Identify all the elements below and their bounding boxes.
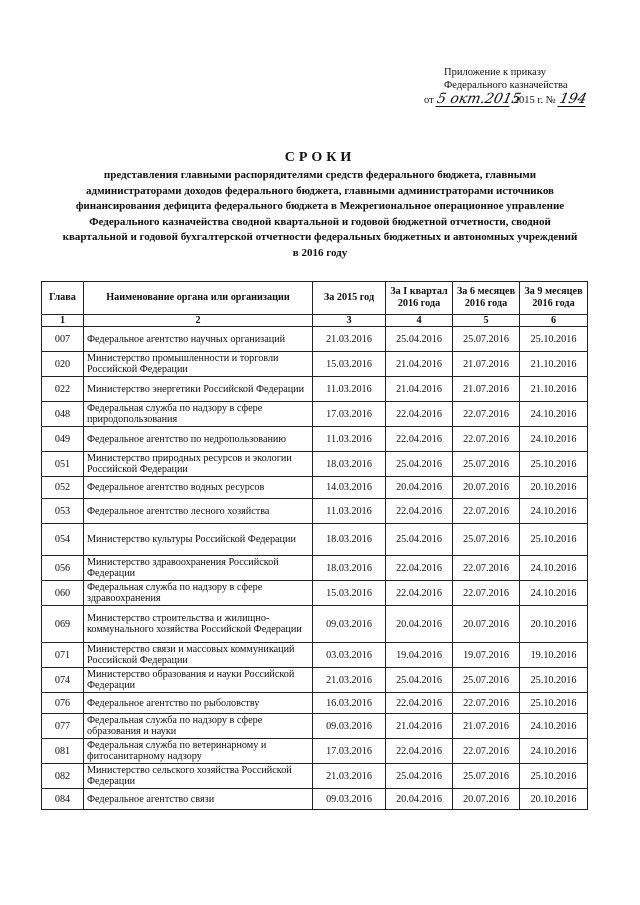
organization-name-cell: Министерство культуры Российской Федерации bbox=[84, 524, 313, 556]
table-row bbox=[42, 789, 588, 810]
table-row bbox=[42, 477, 588, 499]
chapter-code-cell: 074 bbox=[42, 668, 84, 693]
deadline-9-months-cell: 21.10.2016 bbox=[520, 377, 588, 402]
table-row bbox=[42, 452, 588, 477]
deadline-9-months-cell: 24.10.2016 bbox=[520, 427, 588, 452]
deadline-q1-cell: 22.04.2016 bbox=[386, 427, 453, 452]
chapter-code-cell: 077 bbox=[42, 714, 84, 739]
deadline-2015-cell: 17.03.2016 bbox=[313, 739, 386, 764]
column-index: 6 bbox=[520, 315, 588, 327]
organization-name-cell: Федеральная служба по надзору в сфере здравоохранения bbox=[84, 581, 313, 606]
chapter-code-cell: 051 bbox=[42, 452, 84, 477]
deadline-2015-cell: 09.03.2016 bbox=[313, 789, 386, 810]
table-row bbox=[42, 739, 588, 764]
deadline-q1-cell: 22.04.2016 bbox=[386, 402, 453, 427]
organization-name-cell: Федеральное агентство по рыболовству bbox=[84, 693, 313, 714]
organization-name-cell: Министерство образования и науки Российской Федерации bbox=[84, 668, 313, 693]
organization-name-cell: Министерство строительства и жилищно-коммунального хозяйства Российской Федерации bbox=[84, 606, 313, 643]
deadline-q1-cell: 21.04.2016 bbox=[386, 352, 453, 377]
deadline-6-months-cell: 21.07.2016 bbox=[453, 377, 520, 402]
appendix-line-1: Приложение к приказу bbox=[444, 67, 546, 78]
header-q1: За I квартал 2016 года bbox=[386, 282, 453, 315]
chapter-code-cell: 076 bbox=[42, 693, 84, 714]
deadline-6-months-cell: 25.07.2016 bbox=[453, 327, 520, 352]
deadline-q1-cell: 22.04.2016 bbox=[386, 499, 453, 524]
deadline-2015-cell: 03.03.2016 bbox=[313, 643, 386, 668]
column-index: 2 bbox=[84, 315, 313, 327]
handwritten-order-number: 194 bbox=[557, 91, 588, 107]
deadline-2015-cell: 18.03.2016 bbox=[313, 524, 386, 556]
deadline-2015-cell: 15.03.2016 bbox=[313, 352, 386, 377]
deadline-9-months-cell: 25.10.2016 bbox=[520, 764, 588, 789]
column-index: 4 bbox=[386, 315, 453, 327]
chapter-code-cell: 049 bbox=[42, 427, 84, 452]
table-row bbox=[42, 524, 588, 556]
header-organization: Наименование органа или организации bbox=[84, 282, 313, 315]
chapter-code-cell: 082 bbox=[42, 764, 84, 789]
deadline-9-months-cell: 25.10.2016 bbox=[520, 524, 588, 556]
appendix-line-2: Федерального казначейства bbox=[444, 80, 568, 91]
from-label: от bbox=[424, 95, 434, 106]
chapter-code-cell: 022 bbox=[42, 377, 84, 402]
chapter-code-cell: 056 bbox=[42, 556, 84, 581]
column-index: 3 bbox=[313, 315, 386, 327]
deadline-6-months-cell: 25.07.2016 bbox=[453, 452, 520, 477]
chapter-code-cell: 069 bbox=[42, 606, 84, 643]
table-row bbox=[42, 327, 588, 352]
deadline-6-months-cell: 21.07.2016 bbox=[453, 352, 520, 377]
deadline-9-months-cell: 25.10.2016 bbox=[520, 452, 588, 477]
column-index: 5 bbox=[453, 315, 520, 327]
deadline-9-months-cell: 20.10.2016 bbox=[520, 606, 588, 643]
chapter-code-cell: 081 bbox=[42, 739, 84, 764]
deadline-9-months-cell: 24.10.2016 bbox=[520, 556, 588, 581]
chapter-code-cell: 054 bbox=[42, 524, 84, 556]
organization-name-cell: Федеральная служба по надзору в сфере образования и науки bbox=[84, 714, 313, 739]
deadline-2015-cell: 09.03.2016 bbox=[313, 606, 386, 643]
header-2015: За 2015 год bbox=[313, 282, 386, 315]
table-row bbox=[42, 764, 588, 789]
deadline-9-months-cell: 24.10.2016 bbox=[520, 581, 588, 606]
deadline-2015-cell: 09.03.2016 bbox=[313, 714, 386, 739]
deadline-q1-cell: 22.04.2016 bbox=[386, 739, 453, 764]
table-row bbox=[42, 693, 588, 714]
header-chapter: Глава bbox=[42, 282, 84, 315]
deadline-6-months-cell: 20.07.2016 bbox=[453, 477, 520, 499]
deadline-9-months-cell: 24.10.2016 bbox=[520, 739, 588, 764]
deadline-q1-cell: 22.04.2016 bbox=[386, 693, 453, 714]
table-row bbox=[42, 581, 588, 606]
deadline-6-months-cell: 20.07.2016 bbox=[453, 606, 520, 643]
chapter-code-cell: 053 bbox=[42, 499, 84, 524]
deadline-6-months-cell: 22.07.2016 bbox=[453, 693, 520, 714]
deadlines-table bbox=[41, 281, 588, 810]
deadline-2015-cell: 18.03.2016 bbox=[313, 556, 386, 581]
deadline-6-months-cell: 22.07.2016 bbox=[453, 581, 520, 606]
deadline-6-months-cell: 22.07.2016 bbox=[453, 499, 520, 524]
table-row bbox=[42, 427, 588, 452]
deadline-9-months-cell: 21.10.2016 bbox=[520, 352, 588, 377]
document-title: СРОКИ bbox=[284, 150, 356, 165]
organization-name-cell: Министерство сельского хозяйства Российской Федерации bbox=[84, 764, 313, 789]
deadline-2015-cell: 18.03.2016 bbox=[313, 452, 386, 477]
deadline-2015-cell: 17.03.2016 bbox=[313, 402, 386, 427]
deadline-9-months-cell: 24.10.2016 bbox=[520, 499, 588, 524]
organization-name-cell: Министерство связи и массовых коммуникаций Российской Федерации bbox=[84, 643, 313, 668]
organization-name-cell: Федеральная служба по ветеринарному и фитосанитарному надзору bbox=[84, 739, 313, 764]
table-row bbox=[42, 643, 588, 668]
deadline-6-months-cell: 22.07.2016 bbox=[453, 402, 520, 427]
deadline-6-months-cell: 22.07.2016 bbox=[453, 427, 520, 452]
deadline-2015-cell: 21.03.2016 bbox=[313, 327, 386, 352]
deadline-q1-cell: 21.04.2016 bbox=[386, 377, 453, 402]
organization-name-cell: Федеральное агентство научных организаций bbox=[84, 327, 313, 352]
header-6-months: За 6 месяцев 2016 года bbox=[453, 282, 520, 315]
column-index: 1 bbox=[42, 315, 84, 327]
table-row bbox=[42, 714, 588, 739]
organization-name-cell: Министерство энергетики Российской Федерации bbox=[84, 377, 313, 402]
deadline-6-months-cell: 22.07.2016 bbox=[453, 739, 520, 764]
deadline-2015-cell: 11.03.2016 bbox=[313, 377, 386, 402]
header-9-months: За 9 месяцев 2016 года bbox=[520, 282, 588, 315]
deadline-2015-cell: 11.03.2016 bbox=[313, 499, 386, 524]
deadline-2015-cell: 21.03.2016 bbox=[313, 764, 386, 789]
table-row bbox=[42, 402, 588, 427]
deadline-2015-cell: 11.03.2016 bbox=[313, 427, 386, 452]
deadline-q1-cell: 19.04.2016 bbox=[386, 643, 453, 668]
chapter-code-cell: 071 bbox=[42, 643, 84, 668]
deadline-6-months-cell: 25.07.2016 bbox=[453, 668, 520, 693]
table-header-row bbox=[42, 282, 588, 315]
organization-name-cell: Министерство промышленности и торговли Российской Федерации bbox=[84, 352, 313, 377]
organization-name-cell: Федеральное агентство связи bbox=[84, 789, 313, 810]
chapter-code-cell: 084 bbox=[42, 789, 84, 810]
deadline-q1-cell: 22.04.2016 bbox=[386, 581, 453, 606]
deadline-q1-cell: 25.04.2016 bbox=[386, 668, 453, 693]
deadline-q1-cell: 25.04.2016 bbox=[386, 327, 453, 352]
deadline-9-months-cell: 25.10.2016 bbox=[520, 668, 588, 693]
table-row bbox=[42, 352, 588, 377]
table-row bbox=[42, 556, 588, 581]
deadline-6-months-cell: 20.07.2016 bbox=[453, 789, 520, 810]
deadline-q1-cell: 25.04.2016 bbox=[386, 524, 453, 556]
deadline-q1-cell: 22.04.2016 bbox=[386, 556, 453, 581]
deadline-6-months-cell: 22.07.2016 bbox=[453, 556, 520, 581]
table-row bbox=[42, 499, 588, 524]
table-row bbox=[42, 668, 588, 693]
chapter-code-cell: 048 bbox=[42, 402, 84, 427]
deadline-9-months-cell: 25.10.2016 bbox=[520, 693, 588, 714]
deadline-6-months-cell: 25.07.2016 bbox=[453, 524, 520, 556]
organization-name-cell: Федеральная служба по надзору в сфере природопользования bbox=[84, 402, 313, 427]
deadline-9-months-cell: 24.10.2016 bbox=[520, 402, 588, 427]
organization-name-cell: Министерство природных ресурсов и экологии Российской Федерации bbox=[84, 452, 313, 477]
appendix-order-line bbox=[424, 92, 614, 107]
deadline-q1-cell: 25.04.2016 bbox=[386, 764, 453, 789]
organization-name-cell: Федеральное агентство лесного хозяйства bbox=[84, 499, 313, 524]
deadline-6-months-cell: 25.07.2016 bbox=[453, 764, 520, 789]
deadline-6-months-cell: 21.07.2016 bbox=[453, 714, 520, 739]
deadline-9-months-cell: 24.10.2016 bbox=[520, 714, 588, 739]
deadline-2015-cell: 14.03.2016 bbox=[313, 477, 386, 499]
chapter-code-cell: 060 bbox=[42, 581, 84, 606]
deadline-9-months-cell: 20.10.2016 bbox=[520, 789, 588, 810]
chapter-code-cell: 052 bbox=[42, 477, 84, 499]
deadline-q1-cell: 21.04.2016 bbox=[386, 714, 453, 739]
deadline-q1-cell: 20.04.2016 bbox=[386, 606, 453, 643]
deadline-2015-cell: 15.03.2016 bbox=[313, 581, 386, 606]
handwritten-date: 5 окт.2015 bbox=[435, 91, 523, 107]
table-row bbox=[42, 606, 588, 643]
deadline-q1-cell: 20.04.2016 bbox=[386, 789, 453, 810]
year-number-label: 2015 г. № bbox=[513, 95, 556, 106]
organization-name-cell: Федеральное агентство водных ресурсов bbox=[84, 477, 313, 499]
chapter-code-cell: 020 bbox=[42, 352, 84, 377]
appendix-block bbox=[424, 66, 614, 107]
deadline-9-months-cell: 20.10.2016 bbox=[520, 477, 588, 499]
organization-name-cell: Министерство здравоохранения Российской Федерации bbox=[84, 556, 313, 581]
table-row bbox=[42, 377, 588, 402]
deadline-9-months-cell: 25.10.2016 bbox=[520, 327, 588, 352]
deadline-6-months-cell: 19.07.2016 bbox=[453, 643, 520, 668]
deadline-q1-cell: 25.04.2016 bbox=[386, 452, 453, 477]
deadline-2015-cell: 16.03.2016 bbox=[313, 693, 386, 714]
document-subtitle: представления главными распорядителями средств федерального бюджета, главными администраторами доходов федерального бюджета, главными администраторами источников финансирования дефицита федерального бюджета в Межрегиональное операционное управление Федерального казначейства сводной квартальной и годовой бюджетной отчетности, сводной квартальной и годовой бухгалтерской отчетности федеральных бюджетных и автономных учреждений в 2016 году bbox=[62, 169, 578, 259]
organization-name-cell: Федеральное агентство по недропользованию bbox=[84, 427, 313, 452]
deadline-2015-cell: 21.03.2016 bbox=[313, 668, 386, 693]
chapter-code-cell: 007 bbox=[42, 327, 84, 352]
deadline-9-months-cell: 19.10.2016 bbox=[520, 643, 588, 668]
table-column-index-row bbox=[42, 315, 588, 327]
deadline-q1-cell: 20.04.2016 bbox=[386, 477, 453, 499]
